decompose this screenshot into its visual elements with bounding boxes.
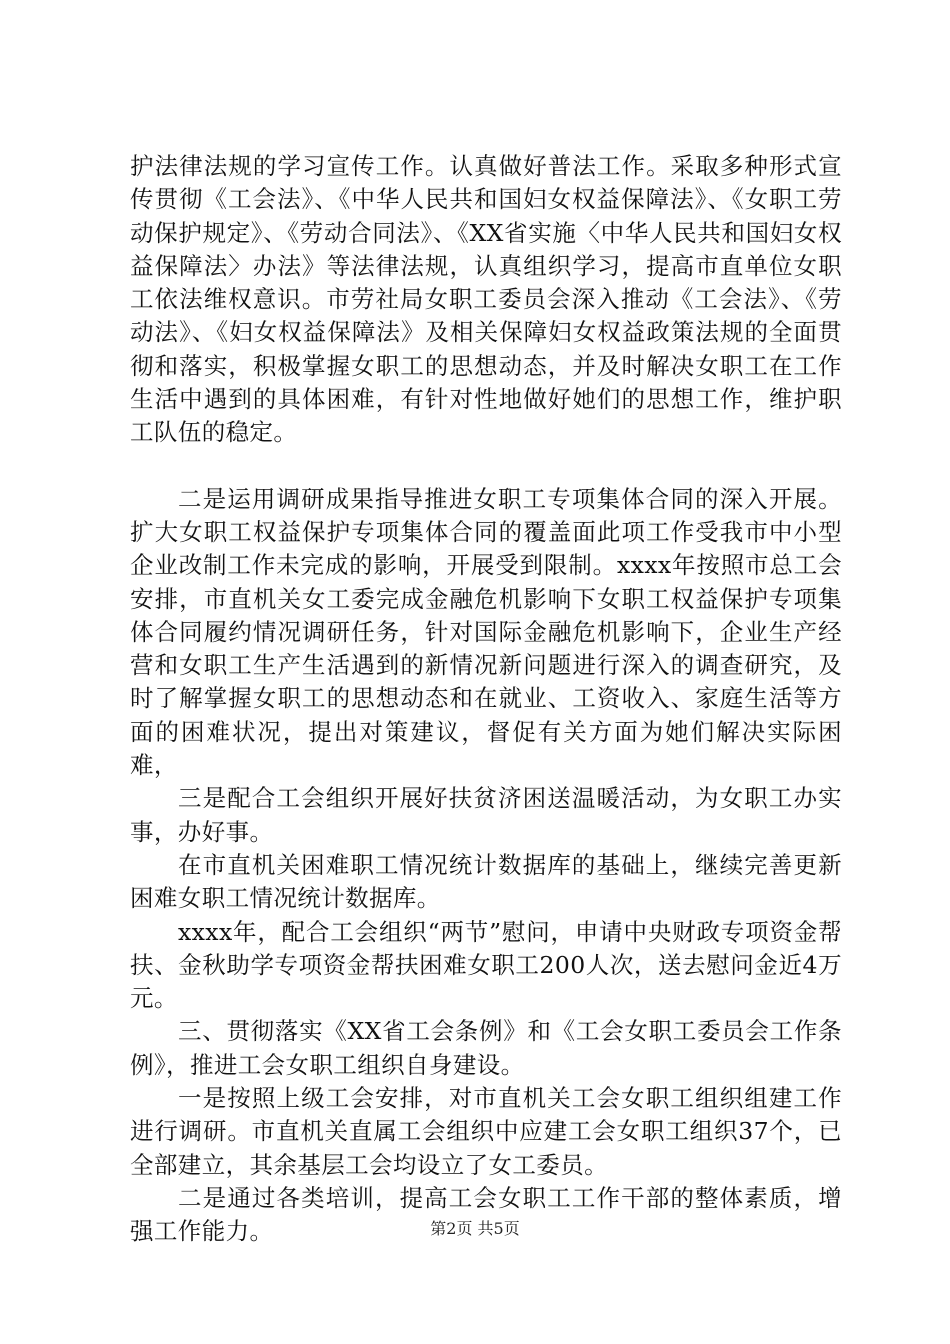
paragraph: 护法律法规的学习宣传工作。认真做好普法工作。采取多种形式宣传贯彻《工会法》、《中华人民共和国妇女权益保障法》、《女职工劳动保护规定》、《劳动合同法》、《XX省实施〈中华人民共和国妇女权益保障法〉办法》等法律法规，认真组织学习，提高市直单位女职工依法维权意识。市劳社局女职工委员会深入推动《工会法》、《劳动法》、《妇女权益保障法》及相关保障妇女权益政策法规的全面贯彻和落实，积极掌握女职工的思想动态，并及时解决女职工在工作生活中遇到的具体困难，有针对性地做好她们的思想工作，维护职工队伍的稳定。 — [130, 152, 842, 447]
paragraph: 一是按照上级工会安排，对市直机关工会女职工组织组建工作进行调研。市直机关直属工会组织中应建工会女职工组织37个，已全部建立，其余基层工会均设立了女工委员。 — [130, 1084, 842, 1179]
paragraph: xxxx年，配合工会组织“两节”慰问，申请中央财政专项资金帮扶、金秋助学专项资金帮扶困难女职工200人次，送去慰问金近4万元。 — [130, 917, 842, 1013]
paragraph: 三、贯彻落实《XX省工会条例》和《工会女职工委员会工作条例》，推进工会女职工组织自身建设。 — [130, 1017, 842, 1079]
paragraph: 二是运用调研成果指导推进女职工专项集体合同的深入开展。扩大女职工权益保护专项集体合同的覆盖面此项工作受我市中小型企业改制工作未完成的影响，开展受到限制。xxxx年按照市总工会安排，市直机关女工委完成金融危机影响下女职工权益保护专项集体合同履约情况调研任务，针对国际金融危机影响下，企业生产经营和女职工生产生活遇到的新情况新问题进行深入的调查研究，及时了解掌握女职工的思想动态和在就业、工资收入、家庭生活等方面的困难状况，提出对策建议，督促有关方面为她们解决实际困难， — [130, 484, 842, 780]
paragraph: 在市直机关困难职工情况统计数据库的基础上，继续完善更新困难女职工情况统计数据库。 — [130, 850, 842, 913]
paragraph: 二是通过各类培训，提高工会女职工工作干部的整体素质，增强工作能力。 — [130, 1183, 842, 1246]
paragraph: 三是配合工会组织开展好扶贫济困送温暖活动，为女职工办实事，办好事。 — [130, 784, 842, 846]
page-number-footer: 第2页 共5页 — [430, 1219, 520, 1238]
document-body — [130, 150, 842, 1249]
